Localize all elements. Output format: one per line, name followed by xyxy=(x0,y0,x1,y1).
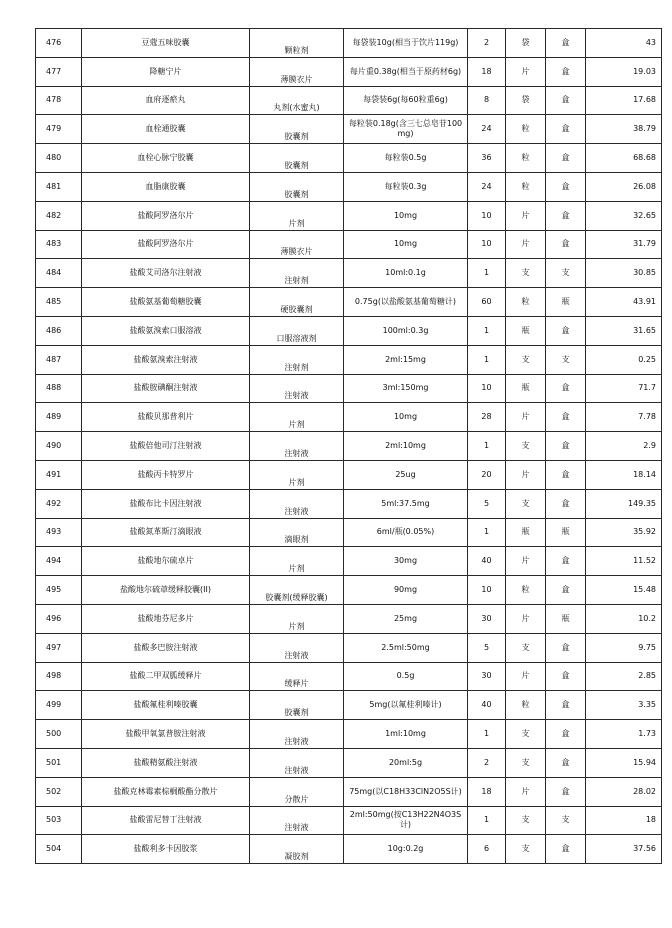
row-number-cell: 501 xyxy=(36,748,82,777)
dosage-form-cell: 胶囊剂(缓释胶囊) xyxy=(250,576,344,605)
pack-unit-cell: 盒 xyxy=(546,576,586,605)
dosage-form-cell: 片剂 xyxy=(250,201,344,230)
min-unit-cell: 瓶 xyxy=(506,518,546,547)
dosage-form-cell: 注射液 xyxy=(250,633,344,662)
pack-unit-cell: 支 xyxy=(546,806,586,835)
pack-unit-cell: 瓶 xyxy=(546,288,586,317)
dosage-form-cell: 注射剂 xyxy=(250,345,344,374)
min-unit-cell: 片 xyxy=(506,201,546,230)
pack-quantity-cell: 6 xyxy=(468,835,506,864)
table-row xyxy=(36,288,662,317)
pack-quantity-cell: 18 xyxy=(468,777,506,806)
table-row xyxy=(36,345,662,374)
min-unit-cell: 支 xyxy=(506,835,546,864)
specification-cell: 2ml:50mg(按C13H22N4O3S计) xyxy=(344,806,468,835)
drug-name-cell: 豆蔻五味胶囊 xyxy=(82,29,250,58)
min-unit-cell: 袋 xyxy=(506,86,546,115)
dosage-form-cell: 注射液 xyxy=(250,374,344,403)
dosage-form-cell: 注射液 xyxy=(250,489,344,518)
pack-quantity-cell: 28 xyxy=(468,403,506,432)
pack-quantity-cell: 10 xyxy=(468,576,506,605)
row-number-cell: 502 xyxy=(36,777,82,806)
price-cell: 37.56 xyxy=(586,835,662,864)
pack-unit-cell: 盒 xyxy=(546,86,586,115)
pack-unit-cell: 盒 xyxy=(546,489,586,518)
specification-cell: 2.5ml:50mg xyxy=(344,633,468,662)
pack-quantity-cell: 1 xyxy=(468,806,506,835)
table-row xyxy=(36,604,662,633)
row-number-cell: 480 xyxy=(36,144,82,173)
row-number-cell: 485 xyxy=(36,288,82,317)
min-unit-cell: 支 xyxy=(506,720,546,749)
min-unit-cell: 支 xyxy=(506,748,546,777)
dosage-form-cell: 胶囊剂 xyxy=(250,691,344,720)
min-unit-cell: 粒 xyxy=(506,576,546,605)
specification-cell: 5mg(以氟桂利嗪计) xyxy=(344,691,468,720)
row-number-cell: 490 xyxy=(36,432,82,461)
dosage-form-cell: 丸剂(水蜜丸) xyxy=(250,86,344,115)
dosage-form-cell: 注射剂 xyxy=(250,259,344,288)
drug-name-cell: 盐酸二甲双胍缓释片 xyxy=(82,662,250,691)
drug-name-cell: 盐酸倍他司汀注射液 xyxy=(82,432,250,461)
price-cell: 2.9 xyxy=(586,432,662,461)
table-row xyxy=(36,835,662,864)
pack-unit-cell: 盒 xyxy=(546,403,586,432)
dosage-form-cell: 胶囊剂 xyxy=(250,172,344,201)
price-cell: 2.85 xyxy=(586,662,662,691)
table-row xyxy=(36,748,662,777)
price-cell: 3.35 xyxy=(586,691,662,720)
table-row xyxy=(36,144,662,173)
drug-name-cell: 血府逐瘀丸 xyxy=(82,86,250,115)
pack-quantity-cell: 8 xyxy=(468,86,506,115)
table-row xyxy=(36,29,662,58)
drug-name-cell: 血栓通胶囊 xyxy=(82,115,250,144)
drug-name-cell: 盐酸克林霉素棕榈酸酯分散片 xyxy=(82,777,250,806)
price-cell: 71.7 xyxy=(586,374,662,403)
specification-cell: 0.75g(以盐酸氨基葡萄糖计) xyxy=(344,288,468,317)
price-cell: 35.92 xyxy=(586,518,662,547)
price-cell: 30.85 xyxy=(586,259,662,288)
min-unit-cell: 片 xyxy=(506,547,546,576)
drug-name-cell: 盐酸利多卡因胶浆 xyxy=(82,835,250,864)
dosage-form-cell: 胶囊剂 xyxy=(250,115,344,144)
min-unit-cell: 支 xyxy=(506,259,546,288)
specification-cell: 3ml:150mg xyxy=(344,374,468,403)
row-number-cell: 491 xyxy=(36,460,82,489)
table-row xyxy=(36,691,662,720)
pack-quantity-cell: 5 xyxy=(468,489,506,518)
pack-unit-cell: 盒 xyxy=(546,777,586,806)
drug-name-cell: 盐酸雷尼替丁注射液 xyxy=(82,806,250,835)
specification-cell: 6ml/瓶(0.05%) xyxy=(344,518,468,547)
pack-unit-cell: 盒 xyxy=(546,748,586,777)
specification-cell: 75mg(以C18H33ClN2O5S计) xyxy=(344,777,468,806)
drug-name-cell: 盐酸氨溴索注射液 xyxy=(82,345,250,374)
table-row xyxy=(36,432,662,461)
row-number-cell: 492 xyxy=(36,489,82,518)
price-cell: 43.91 xyxy=(586,288,662,317)
row-number-cell: 493 xyxy=(36,518,82,547)
dosage-form-cell: 缓释片 xyxy=(250,662,344,691)
table-row xyxy=(36,201,662,230)
table-row xyxy=(36,518,662,547)
min-unit-cell: 支 xyxy=(506,345,546,374)
specification-cell: 2ml:15mg xyxy=(344,345,468,374)
drug-name-cell: 盐酸胺碘酮注射液 xyxy=(82,374,250,403)
row-number-cell: 494 xyxy=(36,547,82,576)
price-cell: 28.02 xyxy=(586,777,662,806)
min-unit-cell: 粒 xyxy=(506,144,546,173)
row-number-cell: 479 xyxy=(36,115,82,144)
table-row xyxy=(36,547,662,576)
pack-quantity-cell: 10 xyxy=(468,230,506,259)
row-number-cell: 503 xyxy=(36,806,82,835)
pack-unit-cell: 盒 xyxy=(546,172,586,201)
pack-unit-cell: 盒 xyxy=(546,432,586,461)
pack-unit-cell: 支 xyxy=(546,345,586,374)
pack-quantity-cell: 2 xyxy=(468,29,506,58)
dosage-form-cell: 片剂 xyxy=(250,460,344,489)
price-cell: 31.79 xyxy=(586,230,662,259)
dosage-form-cell: 胶囊剂 xyxy=(250,144,344,173)
specification-cell: 10ml:0.1g xyxy=(344,259,468,288)
dosage-form-cell: 硬胶囊剂 xyxy=(250,288,344,317)
drug-name-cell: 盐酸甲氧氯普胺注射液 xyxy=(82,720,250,749)
pack-quantity-cell: 1 xyxy=(468,518,506,547)
price-cell: 32.65 xyxy=(586,201,662,230)
pack-unit-cell: 盒 xyxy=(546,633,586,662)
specification-cell: 0.5g xyxy=(344,662,468,691)
price-cell: 10.2 xyxy=(586,604,662,633)
drug-name-cell: 盐酸氨基葡萄糖胶囊 xyxy=(82,288,250,317)
pack-quantity-cell: 1 xyxy=(468,259,506,288)
min-unit-cell: 袋 xyxy=(506,29,546,58)
row-number-cell: 483 xyxy=(36,230,82,259)
drug-name-cell: 盐酸多巴胺注射液 xyxy=(82,633,250,662)
dosage-form-cell: 注射液 xyxy=(250,748,344,777)
min-unit-cell: 粒 xyxy=(506,172,546,201)
dosage-form-cell: 注射液 xyxy=(250,720,344,749)
price-cell: 26.08 xyxy=(586,172,662,201)
drug-name-cell: 盐酸地尔硫卓片 xyxy=(82,547,250,576)
pack-quantity-cell: 40 xyxy=(468,691,506,720)
pack-quantity-cell: 18 xyxy=(468,57,506,86)
pack-unit-cell: 盒 xyxy=(546,547,586,576)
drug-name-cell: 盐酸地芬尼多片 xyxy=(82,604,250,633)
specification-cell: 100ml:0.3g xyxy=(344,316,468,345)
specification-cell: 每袋装10g(相当于饮片119g) xyxy=(344,29,468,58)
min-unit-cell: 支 xyxy=(506,489,546,518)
row-number-cell: 477 xyxy=(36,57,82,86)
pack-quantity-cell: 30 xyxy=(468,604,506,633)
price-cell: 7.78 xyxy=(586,403,662,432)
table-row xyxy=(36,316,662,345)
row-number-cell: 478 xyxy=(36,86,82,115)
specification-cell: 每粒装0.3g xyxy=(344,172,468,201)
dosage-form-cell: 分散片 xyxy=(250,777,344,806)
row-number-cell: 499 xyxy=(36,691,82,720)
specification-cell: 10mg xyxy=(344,230,468,259)
drug-name-cell: 血栓心脉宁胶囊 xyxy=(82,144,250,173)
row-number-cell: 481 xyxy=(36,172,82,201)
price-cell: 0.25 xyxy=(586,345,662,374)
row-number-cell: 484 xyxy=(36,259,82,288)
price-cell: 18 xyxy=(586,806,662,835)
row-number-cell: 504 xyxy=(36,835,82,864)
dosage-form-cell: 注射液 xyxy=(250,432,344,461)
price-cell: 17.68 xyxy=(586,86,662,115)
drug-name-cell: 盐酸氨溴索口服溶液 xyxy=(82,316,250,345)
table-row xyxy=(36,374,662,403)
pack-quantity-cell: 60 xyxy=(468,288,506,317)
specification-cell: 90mg xyxy=(344,576,468,605)
table-row xyxy=(36,633,662,662)
pack-unit-cell: 盒 xyxy=(546,835,586,864)
specification-cell: 10g:0.2g xyxy=(344,835,468,864)
pack-quantity-cell: 10 xyxy=(468,201,506,230)
pack-quantity-cell: 36 xyxy=(468,144,506,173)
drug-name-cell: 盐酸艾司洛尔注射液 xyxy=(82,259,250,288)
specification-cell: 30mg xyxy=(344,547,468,576)
specification-cell: 1ml:10mg xyxy=(344,720,468,749)
drug-name-cell: 盐酸阿罗洛尔片 xyxy=(82,201,250,230)
table-row xyxy=(36,172,662,201)
pack-unit-cell: 盒 xyxy=(546,720,586,749)
table-row xyxy=(36,115,662,144)
pack-unit-cell: 盒 xyxy=(546,57,586,86)
specification-cell: 每片重0.38g(相当于原药材6g) xyxy=(344,57,468,86)
min-unit-cell: 瓶 xyxy=(506,316,546,345)
drug-name-cell: 盐酸丙卡特罗片 xyxy=(82,460,250,489)
price-cell: 18.14 xyxy=(586,460,662,489)
min-unit-cell: 支 xyxy=(506,633,546,662)
pack-quantity-cell: 1 xyxy=(468,720,506,749)
row-number-cell: 495 xyxy=(36,576,82,605)
dosage-form-cell: 片剂 xyxy=(250,547,344,576)
drug-price-table xyxy=(35,28,662,864)
price-cell: 15.48 xyxy=(586,576,662,605)
pack-unit-cell: 盒 xyxy=(546,662,586,691)
min-unit-cell: 瓶 xyxy=(506,374,546,403)
min-unit-cell: 粒 xyxy=(506,691,546,720)
min-unit-cell: 片 xyxy=(506,403,546,432)
drug-name-cell: 盐酸地尔硫䓬缓释胶囊(II) xyxy=(82,576,250,605)
table-row xyxy=(36,230,662,259)
dosage-form-cell: 滴眼剂 xyxy=(250,518,344,547)
dosage-form-cell: 凝胶剂 xyxy=(250,835,344,864)
price-cell: 38.79 xyxy=(586,115,662,144)
pack-unit-cell: 瓶 xyxy=(546,604,586,633)
row-number-cell: 486 xyxy=(36,316,82,345)
pack-unit-cell: 盒 xyxy=(546,691,586,720)
row-number-cell: 496 xyxy=(36,604,82,633)
price-cell: 68.68 xyxy=(586,144,662,173)
pack-quantity-cell: 10 xyxy=(468,374,506,403)
pack-unit-cell: 盒 xyxy=(546,29,586,58)
price-cell: 149.35 xyxy=(586,489,662,518)
table-row xyxy=(36,259,662,288)
pack-unit-cell: 盒 xyxy=(546,460,586,489)
pack-quantity-cell: 1 xyxy=(468,345,506,374)
price-cell: 11.52 xyxy=(586,547,662,576)
table-row xyxy=(36,720,662,749)
pack-unit-cell: 支 xyxy=(546,259,586,288)
dosage-form-cell: 颗粒剂 xyxy=(250,29,344,58)
row-number-cell: 497 xyxy=(36,633,82,662)
drug-name-cell: 盐酸贝那普利片 xyxy=(82,403,250,432)
table-row xyxy=(36,777,662,806)
min-unit-cell: 粒 xyxy=(506,115,546,144)
specification-cell: 25mg xyxy=(344,604,468,633)
min-unit-cell: 片 xyxy=(506,604,546,633)
specification-cell: 5ml:37.5mg xyxy=(344,489,468,518)
drug-name-cell: 盐酸布比卡因注射液 xyxy=(82,489,250,518)
pack-quantity-cell: 24 xyxy=(468,115,506,144)
pack-unit-cell: 盒 xyxy=(546,230,586,259)
row-number-cell: 498 xyxy=(36,662,82,691)
min-unit-cell: 片 xyxy=(506,662,546,691)
min-unit-cell: 片 xyxy=(506,460,546,489)
row-number-cell: 476 xyxy=(36,29,82,58)
price-cell: 9.75 xyxy=(586,633,662,662)
table-row xyxy=(36,86,662,115)
pack-unit-cell: 盒 xyxy=(546,144,586,173)
pack-quantity-cell: 5 xyxy=(468,633,506,662)
drug-name-cell: 盐酸氟桂利嗪胶囊 xyxy=(82,691,250,720)
min-unit-cell: 片 xyxy=(506,777,546,806)
row-number-cell: 482 xyxy=(36,201,82,230)
drug-name-cell: 盐酸氮革斯汀滴眼液 xyxy=(82,518,250,547)
table-row xyxy=(36,489,662,518)
pack-unit-cell: 盒 xyxy=(546,201,586,230)
dosage-form-cell: 薄膜衣片 xyxy=(250,57,344,86)
pack-unit-cell: 盒 xyxy=(546,115,586,144)
row-number-cell: 489 xyxy=(36,403,82,432)
row-number-cell: 488 xyxy=(36,374,82,403)
pack-quantity-cell: 20 xyxy=(468,460,506,489)
price-cell: 19.03 xyxy=(586,57,662,86)
specification-cell: 10mg xyxy=(344,201,468,230)
table-row xyxy=(36,662,662,691)
pack-unit-cell: 瓶 xyxy=(546,518,586,547)
drug-name-cell: 血脂康胶囊 xyxy=(82,172,250,201)
specification-cell: 2ml:10mg xyxy=(344,432,468,461)
price-cell: 15.94 xyxy=(586,748,662,777)
pack-quantity-cell: 24 xyxy=(468,172,506,201)
price-cell: 31.65 xyxy=(586,316,662,345)
dosage-form-cell: 注射液 xyxy=(250,806,344,835)
specification-cell: 每袋装6g(每60粒重6g) xyxy=(344,86,468,115)
specification-cell: 每粒装0.5g xyxy=(344,144,468,173)
table-row xyxy=(36,806,662,835)
pack-quantity-cell: 30 xyxy=(468,662,506,691)
min-unit-cell: 支 xyxy=(506,806,546,835)
min-unit-cell: 支 xyxy=(506,432,546,461)
pack-quantity-cell: 1 xyxy=(468,316,506,345)
min-unit-cell: 粒 xyxy=(506,288,546,317)
drug-name-cell: 盐酸精氨酸注射液 xyxy=(82,748,250,777)
specification-cell: 10mg xyxy=(344,403,468,432)
table-row xyxy=(36,576,662,605)
row-number-cell: 487 xyxy=(36,345,82,374)
price-cell: 1.73 xyxy=(586,720,662,749)
dosage-form-cell: 片剂 xyxy=(250,403,344,432)
dosage-form-cell: 薄膜衣片 xyxy=(250,230,344,259)
price-cell: 43 xyxy=(586,29,662,58)
table-row xyxy=(36,460,662,489)
specification-cell: 每粒装0.18g(含三七总皂苷100mg) xyxy=(344,115,468,144)
pack-quantity-cell: 1 xyxy=(468,432,506,461)
pack-unit-cell: 盒 xyxy=(546,374,586,403)
row-number-cell: 500 xyxy=(36,720,82,749)
pack-unit-cell: 盒 xyxy=(546,316,586,345)
drug-name-cell: 盐酸阿罗洛尔片 xyxy=(82,230,250,259)
min-unit-cell: 片 xyxy=(506,57,546,86)
pack-quantity-cell: 2 xyxy=(468,748,506,777)
dosage-form-cell: 片剂 xyxy=(250,604,344,633)
drug-name-cell: 降糖宁片 xyxy=(82,57,250,86)
specification-cell: 25ug xyxy=(344,460,468,489)
dosage-form-cell: 口服溶液剂 xyxy=(250,316,344,345)
min-unit-cell: 片 xyxy=(506,230,546,259)
specification-cell: 20ml:5g xyxy=(344,748,468,777)
table-row xyxy=(36,57,662,86)
table-row xyxy=(36,403,662,432)
pack-quantity-cell: 40 xyxy=(468,547,506,576)
